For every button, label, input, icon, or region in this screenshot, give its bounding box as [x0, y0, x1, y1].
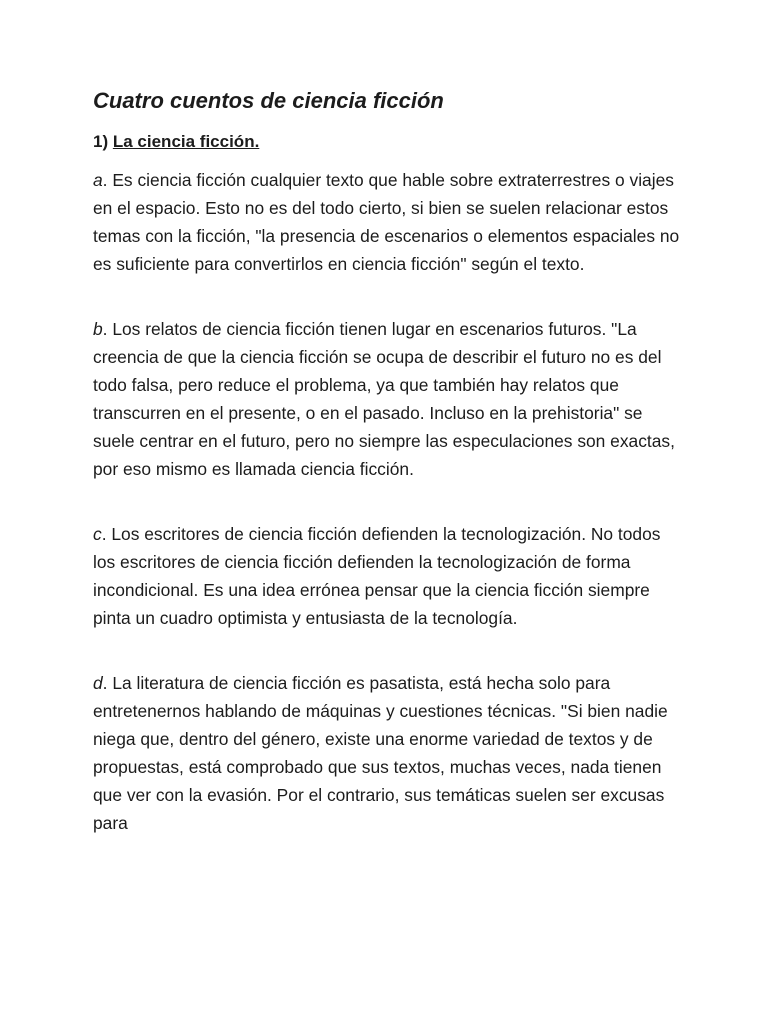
paragraph-letter: a — [93, 170, 103, 190]
paragraph-text: . Los relatos de ciencia ficción tienen lugar en escenarios futuros. "La creencia de que la ciencia ficción se ocupa de describir el futuro no es del todo falsa, pero reduce el problema, ya que también hay relatos que transcurren en el presente, o en el pasado. Incluso en la prehistoria" se suele centrar en el futuro, pero no siempre las especulaciones son exactas, por eso mismo es llamada ciencia ficción. — [93, 319, 675, 479]
document-title: Cuatro cuentos de ciencia ficción — [93, 88, 444, 113]
paragraph-a — [93, 166, 683, 278]
paragraph-text: . La literatura de ciencia ficción es pasatista, está hecha solo para entretenernos hablando de máquinas y cuestiones técnicas. "Si bien nadie niega que, dentro del género, existe una enorme variedad de textos y de propuestas, está comprobado que sus textos, muchas veces, nada tienen que ver con la evasión. Por el contrario, sus temáticas suelen ser excusas para — [93, 673, 668, 833]
paragraph-letter: d — [93, 673, 103, 693]
paragraph-d — [93, 669, 683, 837]
paragraph-text: . Es ciencia ficción cualquier texto que hable sobre extraterrestres o viajes en el espacio. Esto no es del todo cierto, si bien se suelen relacionar estos temas con la ficción, "la presencia de escenarios o elementos espaciales no es suficiente para convertirlos en ciencia ficción" según el texto. — [93, 170, 680, 274]
section-number: 1) — [93, 132, 109, 151]
paragraph-letter: b — [93, 319, 103, 339]
section-header — [93, 130, 683, 154]
paragraph-text: . Los escritores de ciencia ficción defienden la tecnologización. No todos los escritores de ciencia ficción defienden la tecnologización de forma incondicional. Es una idea errónea pensar que la ciencia ficción siempre pinta un cuadro optimista y entusiasta de la tecnología. — [93, 524, 661, 628]
document-page — [93, 86, 683, 874]
paragraph-b — [93, 315, 683, 483]
section-heading: La ciencia ficción. — [112, 132, 260, 151]
paragraph-letter: c — [93, 524, 102, 544]
paragraph-c — [93, 520, 683, 632]
